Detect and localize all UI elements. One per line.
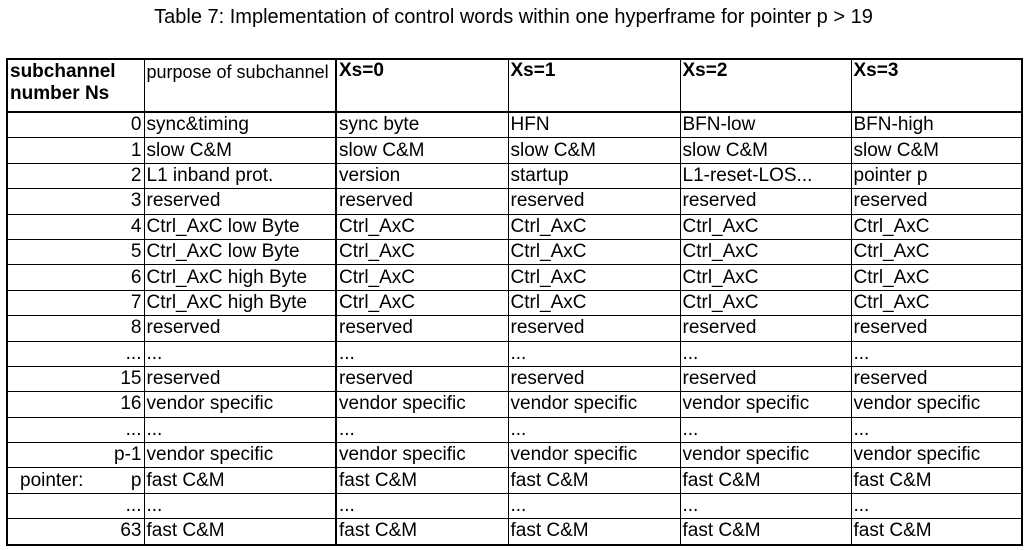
cell-xs0: vendor specific	[336, 443, 508, 468]
cell-xs3: Ctrl_AxC	[851, 239, 1022, 264]
cell-xs2: BFN-low	[680, 112, 851, 138]
table-row	[7, 163, 1022, 188]
cell-subchannel-number: 5	[7, 239, 144, 264]
table-row	[7, 112, 1022, 138]
cell-xs0: reserved	[336, 189, 508, 214]
table-body	[7, 112, 1022, 545]
cell-xs0: slow C&M	[336, 138, 508, 163]
cell-xs0: Ctrl_AxC	[336, 214, 508, 239]
cell-xs1: vendor specific	[508, 443, 680, 468]
header-purpose: purpose of subchannel	[144, 59, 336, 112]
cell-xs0: Ctrl_AxC	[336, 290, 508, 315]
cell-xs3: ...	[851, 341, 1022, 366]
cell-purpose: Ctrl_AxC low Byte	[144, 214, 336, 239]
cell-xs0: ...	[336, 493, 508, 518]
cell-purpose: sync&timing	[144, 112, 336, 138]
pointer-cell	[8, 471, 144, 491]
header-xs2: Xs=2	[680, 59, 851, 112]
cell-purpose: reserved	[144, 316, 336, 341]
cell-xs0: Ctrl_AxC	[336, 239, 508, 264]
cell-xs2: fast C&M	[680, 519, 851, 545]
cell-xs3: reserved	[851, 366, 1022, 391]
cell-xs2: ...	[680, 417, 851, 442]
cell-purpose: L1 inband prot.	[144, 163, 336, 188]
cell-purpose: Ctrl_AxC low Byte	[144, 239, 336, 264]
cell-subchannel-number: 7	[7, 290, 144, 315]
cell-xs1: reserved	[508, 316, 680, 341]
table-caption: Table 7: Implementation of control words within one hyperframe for pointer p > 19	[154, 6, 873, 28]
cell-xs3: fast C&M	[851, 468, 1022, 493]
table-row	[7, 519, 1022, 545]
cell-purpose: ...	[144, 493, 336, 518]
cell-xs2: L1-reset-LOS...	[680, 163, 851, 188]
cell-xs3: vendor specific	[851, 443, 1022, 468]
table-row	[7, 265, 1022, 290]
table-row	[7, 443, 1022, 468]
table-row	[7, 417, 1022, 442]
cell-subchannel-number: ...	[7, 341, 144, 366]
cell-xs1: fast C&M	[508, 468, 680, 493]
cell-xs1: ...	[508, 341, 680, 366]
cell-subchannel-number	[7, 468, 144, 493]
control-words-table	[6, 58, 1023, 546]
cell-xs0: sync byte	[336, 112, 508, 138]
header-row	[7, 59, 1022, 112]
cell-purpose: fast C&M	[144, 468, 336, 493]
table-row	[7, 341, 1022, 366]
cell-purpose: fast C&M	[144, 519, 336, 545]
cell-xs2: reserved	[680, 316, 851, 341]
cell-xs1: reserved	[508, 189, 680, 214]
cell-xs1: slow C&M	[508, 138, 680, 163]
cell-subchannel-number: 1	[7, 138, 144, 163]
cell-xs3: Ctrl_AxC	[851, 290, 1022, 315]
cell-subchannel-number: 3	[7, 189, 144, 214]
cell-purpose: Ctrl_AxC high Byte	[144, 265, 336, 290]
pointer-value: p	[130, 469, 142, 491]
cell-xs3: fast C&M	[851, 519, 1022, 545]
cell-purpose: reserved	[144, 189, 336, 214]
cell-xs0: fast C&M	[336, 519, 508, 545]
cell-xs2: slow C&M	[680, 138, 851, 163]
cell-subchannel-number: 2	[7, 163, 144, 188]
cell-xs1: Ctrl_AxC	[508, 239, 680, 264]
cell-purpose: reserved	[144, 366, 336, 391]
header-xs1: Xs=1	[508, 59, 680, 112]
cell-xs1: ...	[508, 417, 680, 442]
cell-xs3: ...	[851, 493, 1022, 518]
cell-xs3: reserved	[851, 189, 1022, 214]
header-xs0: Xs=0	[336, 59, 508, 112]
cell-xs1: vendor specific	[508, 392, 680, 417]
cell-xs1: ...	[508, 493, 680, 518]
header-xs3: Xs=3	[851, 59, 1022, 112]
cell-subchannel-number: 63	[7, 519, 144, 545]
table-row	[7, 493, 1022, 518]
cell-xs1: Ctrl_AxC	[508, 290, 680, 315]
cell-subchannel-number: 16	[7, 392, 144, 417]
cell-subchannel-number: ...	[7, 493, 144, 518]
table-row	[7, 366, 1022, 391]
pointer-label: pointer:	[20, 469, 84, 491]
cell-purpose: vendor specific	[144, 443, 336, 468]
cell-xs2: Ctrl_AxC	[680, 290, 851, 315]
cell-xs0: Ctrl_AxC	[336, 265, 508, 290]
cell-xs2: Ctrl_AxC	[680, 239, 851, 264]
cell-xs1: Ctrl_AxC	[508, 214, 680, 239]
table-row	[7, 468, 1022, 493]
cell-xs2: vendor specific	[680, 443, 851, 468]
cell-subchannel-number: 4	[7, 214, 144, 239]
cell-xs2: Ctrl_AxC	[680, 214, 851, 239]
cell-subchannel-number: ...	[7, 417, 144, 442]
cell-purpose: ...	[144, 341, 336, 366]
cell-xs1: startup	[508, 163, 680, 188]
table-row	[7, 290, 1022, 315]
cell-xs3: vendor specific	[851, 392, 1022, 417]
table-header	[7, 59, 1022, 112]
table-row	[7, 138, 1022, 163]
cell-xs0: ...	[336, 417, 508, 442]
cell-xs3: Ctrl_AxC	[851, 214, 1022, 239]
cell-xs1: reserved	[508, 366, 680, 391]
cell-xs2: ...	[680, 341, 851, 366]
cell-purpose: Ctrl_AxC high Byte	[144, 290, 336, 315]
cell-xs3: Ctrl_AxC	[851, 265, 1022, 290]
table-row	[7, 189, 1022, 214]
cell-xs3: reserved	[851, 316, 1022, 341]
cell-xs0: ...	[336, 341, 508, 366]
cell-xs2: ...	[680, 493, 851, 518]
cell-xs1: HFN	[508, 112, 680, 138]
table-row	[7, 239, 1022, 264]
cell-xs2: reserved	[680, 366, 851, 391]
cell-xs0: version	[336, 163, 508, 188]
cell-xs0: vendor specific	[336, 392, 508, 417]
cell-xs3: ...	[851, 417, 1022, 442]
cell-xs3: pointer p	[851, 163, 1022, 188]
cell-xs2: vendor specific	[680, 392, 851, 417]
cell-subchannel-number: 15	[7, 366, 144, 391]
cell-xs3: BFN-high	[851, 112, 1022, 138]
cell-xs1: Ctrl_AxC	[508, 265, 680, 290]
cell-xs0: reserved	[336, 366, 508, 391]
header-subchannel-number: subchannel number Ns	[7, 59, 144, 112]
cell-xs2: fast C&M	[680, 468, 851, 493]
cell-purpose: slow C&M	[144, 138, 336, 163]
table-row	[7, 214, 1022, 239]
cell-xs3: slow C&M	[851, 138, 1022, 163]
cell-subchannel-number: 0	[7, 112, 144, 138]
cell-xs0: reserved	[336, 316, 508, 341]
cell-xs1: fast C&M	[508, 519, 680, 545]
cell-xs0: fast C&M	[336, 468, 508, 493]
cell-purpose: vendor specific	[144, 392, 336, 417]
table-row	[7, 392, 1022, 417]
cell-subchannel-number: 8	[7, 316, 144, 341]
cell-subchannel-number: p-1	[7, 443, 144, 468]
cell-xs2: reserved	[680, 189, 851, 214]
cell-purpose: ...	[144, 417, 336, 442]
table-row	[7, 316, 1022, 341]
cell-xs2: Ctrl_AxC	[680, 265, 851, 290]
cell-subchannel-number: 6	[7, 265, 144, 290]
